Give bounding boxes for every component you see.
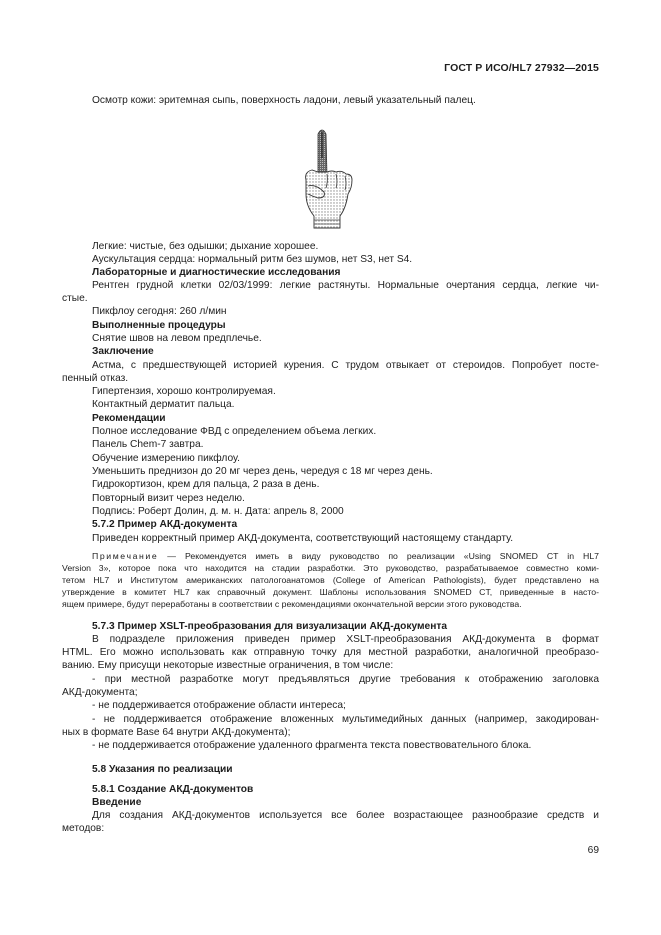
section-5-7-2-heading: 5.7.2 Пример АКД-документа <box>92 519 238 530</box>
section-5-7-2-text: Приведен корректный пример АКД-документа, соответствующий настоящему стандарту. <box>92 533 514 544</box>
limitation-item-2: - не поддерживается отображение области интереса; <box>92 700 346 711</box>
introduction-line-2: методов: <box>62 823 105 834</box>
note-line-2: Version 3», которое пока что находится на стадии разработки. Это руководство, разрабатываемое совместно коми- <box>62 563 599 573</box>
asthma-line-2: пенный отказ. <box>62 373 129 384</box>
recommendation-item: Повторный визит через неделю. <box>92 493 245 504</box>
note-line-5: ящем примере, будут переработаны в соответствии с рекомендациями окончательной версии этого руководства. <box>62 599 522 609</box>
limitation-item-1a: - при местной разработке могут предъявляться другие требования к отображению заголовка <box>92 674 599 685</box>
skin-exam-line: Осмотр кожи: эритемная сыпь, поверхность ладони, левый указательный палец. <box>92 95 476 106</box>
note-line-3: тетом HL7 и Институтом американских патологоанатомов (College of American Pathologists), будет представлено на <box>62 575 599 585</box>
recommendation-item: Гидрокортизон, крем для пальца, 2 раза в день. <box>92 479 320 490</box>
note-line-4: утверждение в комитет HL7 как справочный документ. Шаблоны использования SNOMED CT, приведенные в насто- <box>62 587 599 597</box>
lungs-line: Легкие: чистые, без одышки; дыхание хорошее. <box>92 241 319 252</box>
section-5-7-3-line-3: ванию. Ему присущи некоторые известные ограничения, в том числе: <box>62 660 394 671</box>
section-5-7-3-line-2: HTML. Его можно использовать как отправную точку для местной разработки, аналогичной преобразо- <box>62 647 599 658</box>
limitation-item-3b: ных в формате Base 64 внутри АКД-документа); <box>62 727 291 738</box>
note-line-1 <box>92 551 599 562</box>
lab-heading: Лабораторные и диагностические исследования <box>92 267 341 278</box>
procedure-item: Снятие швов на левом предплечье. <box>92 333 262 344</box>
hypertension-line: Гипертензия, хорошо контролируемая. <box>92 386 276 397</box>
xray-line-2: стые. <box>62 293 88 304</box>
limitation-item-3a: - не поддерживается отображение вложенных мультимедийных данных (например, закодирован- <box>92 714 599 725</box>
limitation-item-1b: АКД-документа; <box>62 687 138 698</box>
section-5-7-3-line-1: В подразделе приложения приведен пример XSLT-преобразования АКД-документа в формат <box>92 634 599 645</box>
section-5-8-1-heading: 5.8.1 Создание АКД-документов <box>92 784 254 795</box>
introduction-line-1: Для создания АКД-документов используется все более возрастающее разнообразие средств и <box>92 810 599 821</box>
note-label: Примечание <box>92 551 159 561</box>
recommendation-item: Уменьшить преднизон до 20 мг через день, чередуя с 18 мг через день. <box>92 466 433 477</box>
asthma-line-1: Астма, с предшествующей историей курения. С трудом отвыкает от стероидов. Попробует посте- <box>92 360 599 371</box>
recommendation-item: Обучение измерению пикфлоу. <box>92 453 240 464</box>
dermatitis-line: Контактный дерматит пальца. <box>92 399 235 410</box>
finger-rash-illustration <box>288 124 368 230</box>
recommendation-item: Панель Chem-7 завтра. <box>92 439 204 450</box>
procedures-heading: Выполненные процедуры <box>92 320 226 331</box>
recommendation-item: Полное исследование ФВД с определением объема легких. <box>92 426 377 437</box>
limitation-item-4: - не поддерживается отображение удаленного фрагмента текста повествовательного блока. <box>92 740 532 751</box>
recommendations-heading: Рекомендации <box>92 413 166 424</box>
signature-line: Подпись: Роберт Долин, д. м. н. Дата: апрель 8, 2000 <box>92 506 344 517</box>
conclusion-heading: Заключение <box>92 346 154 357</box>
section-5-7-3-heading: 5.7.3 Пример XSLT-преобразования для визуализации АКД-документа <box>92 621 447 632</box>
section-5-8-heading: 5.8 Указания по реализации <box>92 764 233 775</box>
note-text-1: — Рекомендуется иметь в виду руководство по реализации «Using SNOMED CT in HL7 <box>167 551 599 561</box>
xray-line-1: Рентген грудной клетки 02/03/1999: легкие растянуты. Нормальные очертания сердца, легкие чи- <box>92 280 599 291</box>
introduction-heading: Введение <box>92 797 142 808</box>
heart-line: Аускультация сердца: нормальный ритм без шумов, нет S3, нет S4. <box>92 254 413 265</box>
peakflow-line: Пикфлоу сегодня: 260 л/мин <box>92 306 227 317</box>
document-header-id: ГОСТ Р ИСО/HL7 27932—2015 <box>444 62 599 74</box>
page-number: 69 <box>587 845 599 856</box>
